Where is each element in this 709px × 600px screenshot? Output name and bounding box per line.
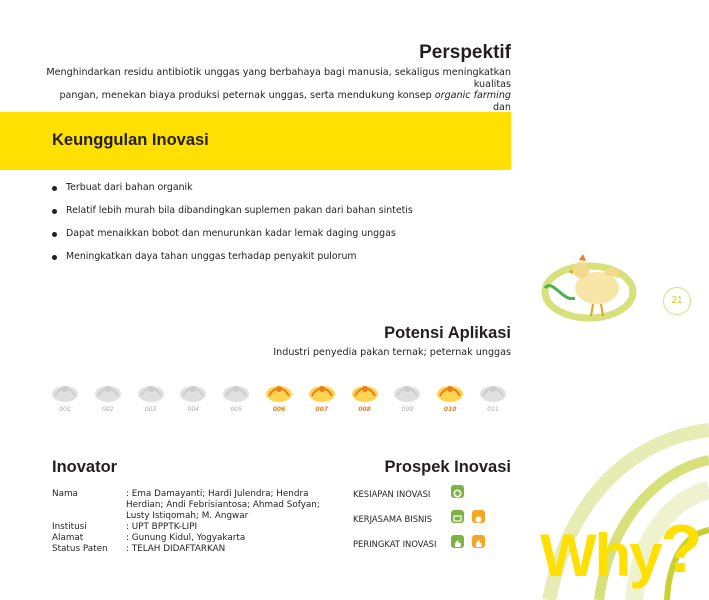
inovator-value-alamat: : Gunung Kidul, Yogyakarta [126,533,246,543]
prospek-label-kesiapan: KESIAPAN INOVASI [353,489,431,499]
page-number: 21 [663,287,691,315]
chicken-illustration [541,248,641,328]
inovator-label-institusi: Institusi [52,522,87,532]
brain-icon [93,380,123,404]
perspektif-line-2-end: dan [492,101,511,113]
factory-icon [136,380,166,404]
application-icon-number: 001 [59,406,71,413]
application-icon-number: 004 [187,406,200,413]
gear-badge-icon [451,485,464,498]
application-icon-number: 009 [401,406,414,413]
thumbs-badge-icon [472,535,485,548]
why-logo [540,510,700,590]
medicine-icon [178,380,208,404]
perspektif-line-2-text: pangan, menekan biaya produksi peternak unggas, serta mendukung konsep [59,90,435,101]
application-icon-number: 005 [230,406,242,413]
perspektif-line-1: Menghindarkan residu antibiotik unggas yang berbahaya bagi manusia, sekaligus meningkatkan kualitas [46,67,511,90]
faucet-icon [478,380,508,404]
application-icon-cell [392,380,422,413]
application-icon-cell [350,380,380,413]
prospek-label-peringkat: PERINGKAT INOVASI [353,539,437,549]
inovator-value-status: : TELAH DIDAFTARKAN [126,544,226,554]
perspektif-heading: Perspektif [419,42,511,63]
prospek-heading: Prospek Inovasi [384,458,511,476]
application-icon-cell [264,380,294,413]
thumbs-badge-icon [451,535,464,548]
list-item: Terbuat dari bahan organik [52,182,413,205]
perspektif-organic-farming: organic farming [434,90,511,101]
application-icon-number: 008 [358,406,371,413]
list-item: Meningkatkan daya tahan unggas terhadap penyakit pulorum [52,251,413,274]
chart-icon [221,380,251,404]
why-question-mark: ? [660,511,701,587]
application-icon-cell [178,380,208,413]
machine-icon [50,380,80,404]
prospek-label-kerjasama: KERJASAMA BISNIS [353,514,433,524]
application-icon-cell [435,380,465,413]
keunggulan-list [52,182,413,274]
application-icon-number: 010 [443,406,457,413]
harvest-icon [350,380,380,404]
application-icon-number: 006 [272,406,286,413]
application-icon-number: 002 [102,406,114,413]
perspektif-line-2 [40,90,511,113]
inovator-heading: Inovator [52,458,118,476]
inovator-value-institusi: : UPT BPPTK-LIPI [126,522,198,532]
application-icon-cell [136,380,166,413]
inovator-value-nama: : Ema Damayanti; Hardi Julendra; Hendra Herdian; Andi Febrisiantosa; Ahmad Sofyan; Lusty Istiqomah; M. Angwar [126,489,320,521]
application-icon-number: 011 [487,406,499,413]
application-icon-cell [221,380,251,413]
list-item: Relatif lebih murah bila dibandingkan suplemen pakan dari bahan sintetis [52,205,413,228]
application-icon-number: 007 [315,406,329,413]
why-text: Why [540,522,661,589]
money-badge-icon [451,510,464,523]
keunggulan-heading: Keunggulan Inovasi [52,131,209,149]
money-bag-badge-icon [472,510,485,523]
inovator-label-alamat: Alamat [52,533,84,543]
inovator-label-nama: Nama [52,489,78,499]
potensi-heading: Potensi Aplikasi [384,324,511,342]
potensi-text: Industri penyedia pakan ternak; peternak unggas [273,347,511,358]
application-icon-number: 003 [144,406,157,413]
list-item: Dapat menaikkan bobot dan menurunkan kadar lemak daging unggas [52,228,413,251]
application-icon-cell [478,380,508,413]
farm-field-icon [307,380,337,404]
magnifier-icon [264,380,294,404]
application-icon-cell [50,380,80,413]
handshake-icon [392,380,422,404]
application-icon-cell [93,380,123,413]
recycle-icon [435,380,465,404]
application-icon-cell [307,380,337,413]
inovator-label-status: Status Paten [52,544,108,554]
